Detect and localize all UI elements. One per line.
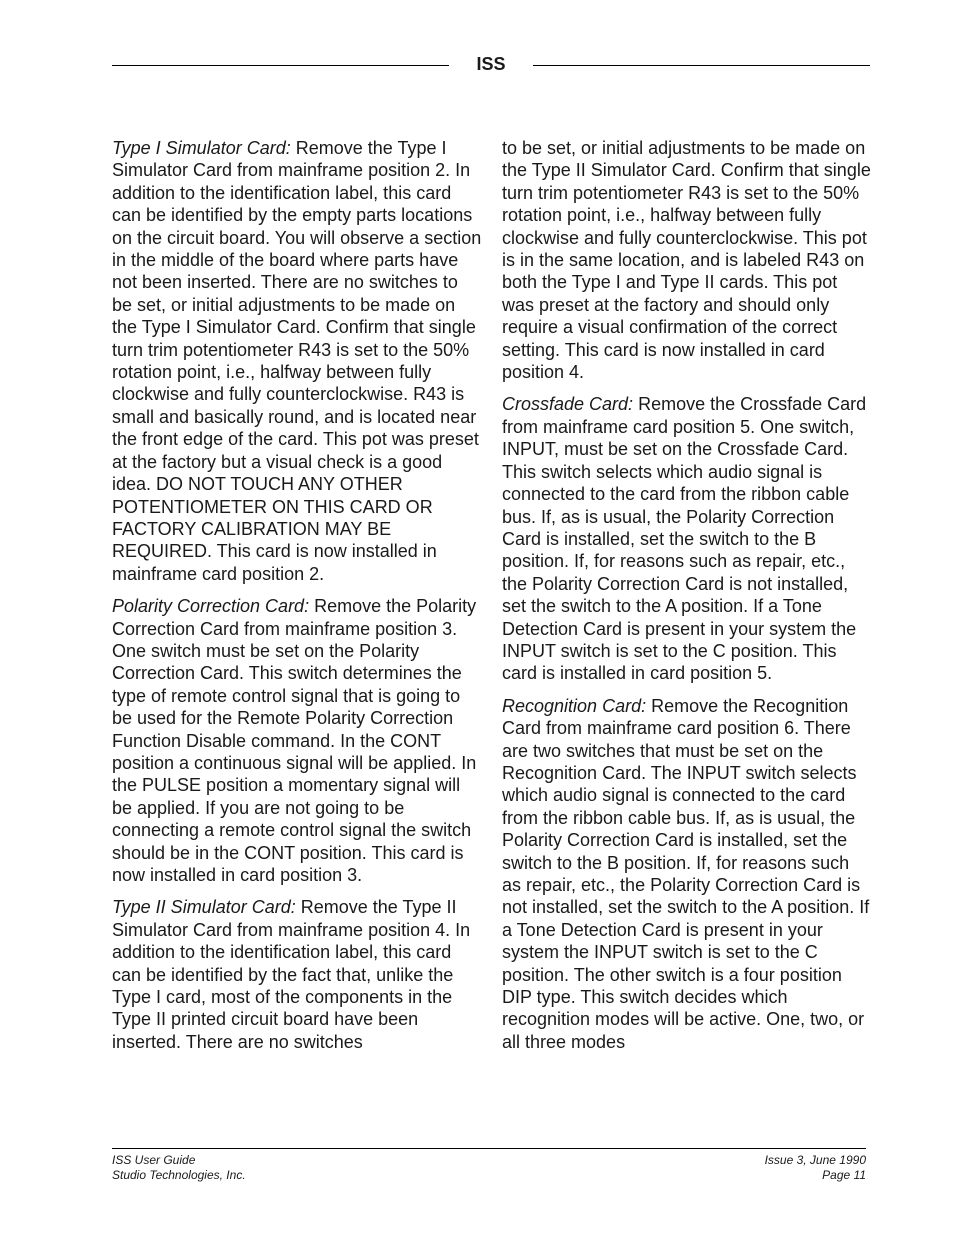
paragraph-crossfade xyxy=(502,393,872,684)
footer-issue: Issue 3, June 1990 xyxy=(764,1153,866,1167)
paragraph-polarity-correction xyxy=(112,595,482,886)
paragraph-type-i-simulator xyxy=(112,137,482,585)
paragraph-lead: Recognition Card: xyxy=(502,695,647,716)
page-header-title: ISS xyxy=(476,54,506,74)
footer-right xyxy=(765,1153,866,1183)
paragraph-text: Remove the Recognition Card from mainframe card position 6. There are two switches that must be set on the Recognition Card. The INPUT switch selects which audio signal is connected to the card from the ribbon cable bus. If, as is usual, the Polarity Correction Card is installed, set the switch to the B position. If, for reasons such as repair, etc., the Polarity Correction Card is not installed, set the switch to the A position. If a Tone Detection Card is present in your system the INPUT switch is set to the C position. The other switch is a four position DIP type. This switch decides which recognition modes will be active. One, two, or all three modes xyxy=(502,695,870,1052)
paragraph-lead: Type I Simulator Card: xyxy=(112,138,291,158)
header-rule-left xyxy=(112,65,449,66)
footer-rule xyxy=(112,1148,866,1149)
paragraph-text: Remove the Polarity Correction Card from mainframe position 3. One switch must be set on the Polarity Correction Card. This switch determines the type of remote control signal that is going to be used for the Remote Polarity Correction Function Disable command. In the CONT position a continuous signal will be applied. In the PULSE position a momentary signal will be applied. If you are not going to be connecting a remote control signal the switch should be in the CONT position. This card is now installed in card position 3. xyxy=(112,596,477,885)
paragraph-text: Remove the Type II Simulator Card from mainframe position 4. In addition to the identification label, this card can be identified by the fact that, unlike the Type I card, most of the components in the Type II printed circuit board have been inserted. There are no switches xyxy=(112,897,471,1052)
paragraph-recognition xyxy=(502,695,872,1054)
paragraph-text: Remove the Crossfade Card from mainframe card position 5. One switch, INPUT, must be set on the Crossfade Card. This switch selects which audio signal is connected to the card from the ribbon cable bus. If, as is usual, the Polarity Correction Card is installed, set the switch to the B position. If, for reasons such as repair, etc., the Polarity Correction Card is not installed, set the switch to the A position. If a Tone Detection Card is present in your system the INPUT switch is set to the C position. This card is installed in card position 5. xyxy=(502,394,867,684)
paragraph-lead: Polarity Correction Card: xyxy=(112,596,310,617)
paragraph-lead: Type II Simulator Card: xyxy=(112,897,296,918)
paragraph-type-ii-continued xyxy=(502,137,872,383)
footer-page-number: Page 11 xyxy=(822,1168,866,1182)
footer-document-title: ISS User Guide xyxy=(112,1153,196,1167)
paragraph-text: Remove the Type I Simulator Card from mainframe position 2. In addition to the identification label, this card can be identified by the empty parts locations on the circuit board. You will observe a section in the middle of the board where parts have not been inserted. There are no switches to be set, or initial adjustments to be made on the Type I Simulator Card. Confirm that single turn trim potentiometer R43 is set to the 50% rotation point, i.e., halfway between fully clockwise and fully counterclockwise. R43 is small and basically round, and is located near the front edge of the card. This pot was preset at the factory but a visual check is a good idea. DO NOT TOUCH ANY OTHER POTENTIOMETER ON THIS CARD OR FACTORY CALIBRATION MAY BE REQUIRED. This card is now installed in mainframe card position 2. xyxy=(112,138,482,584)
footer-company: Studio Technologies, Inc. xyxy=(112,1168,246,1182)
footer-left xyxy=(112,1153,246,1183)
left-column xyxy=(112,137,482,1063)
right-column xyxy=(502,137,872,1063)
paragraph-text: to be set, or initial adjustments to be made on the Type II Simulator Card. Confirm that single turn trim potentiometer R43 is set to the 50% rotation point, i.e., halfway between fully clockwise and fully counterclockwise. This pot is in the same location, and is labeled R43 on both the Type I and Type II cards. This pot was preset at the factory and should only require a visual confirmation of the correct setting. This card is now installed in card position 4. xyxy=(502,138,871,383)
paragraph-type-ii-simulator xyxy=(112,896,482,1053)
header-rule-right xyxy=(533,65,870,66)
paragraph-lead: Crossfade Card: xyxy=(502,394,634,415)
